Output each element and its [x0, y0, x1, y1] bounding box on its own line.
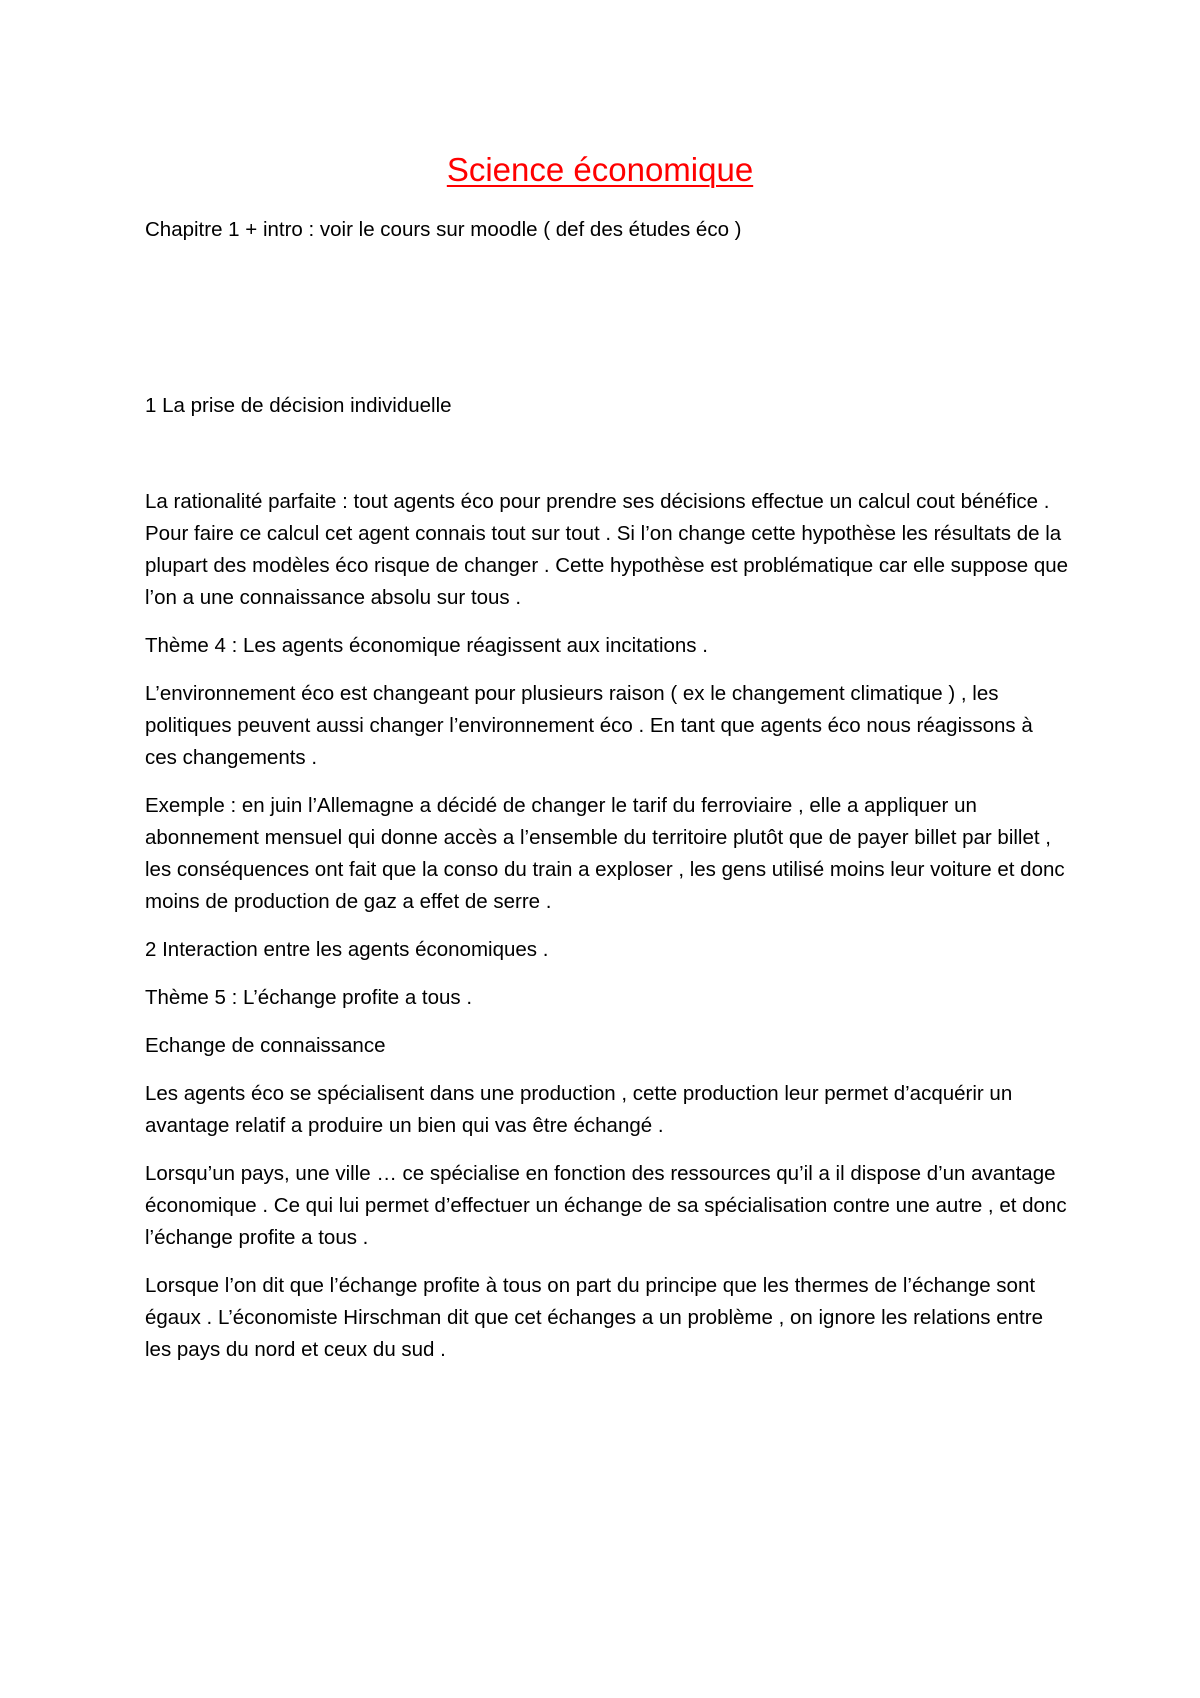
- document-body: [145, 214, 1070, 1382]
- theme-4-heading: Thème 4 : Les agents économique réagissent aux incitations .: [145, 634, 708, 657]
- paragraph-environnement: L’environnement éco est changeant pour plusieurs raison ( ex le changement climatique ) , les politiques peuvent aussi changer l’environnement éco . En tant que agents éco nous réagissons à ces changements .: [145, 682, 1033, 769]
- section-heading-2: 2 Interaction entre les agents économiques .: [145, 938, 549, 961]
- paragraph-specialisation: Les agents éco se spécialisent dans une production , cette production leur permet d’acquérir un avantage relatif a produire un bien qui vas être échangé .: [145, 1082, 1013, 1137]
- section-heading-1: 1 La prise de décision individuelle: [145, 394, 452, 417]
- paragraph-exemple: Exemple : en juin l’Allemagne a décidé de changer le tarif du ferroviaire , elle a appliquer un abonnement mensuel qui donne accès a l’ensemble du territoire plutôt que de payer billet par billet , les conséquences ont fait que la conso du train a exploser , les gens utilisé moins leur voiture et donc moins de production de gaz a effet de serre .: [145, 794, 1065, 913]
- paragraph-echange-connaissance: Echange de connaissance: [145, 1034, 386, 1057]
- intro-paragraph: Chapitre 1 + intro : voir le cours sur moodle ( def des études éco ): [145, 218, 742, 241]
- paragraph-pays-ville: Lorsqu’un pays, une ville … ce spécialise en fonction des ressources qu’il a il dispose d’un avantage économique . Ce qui lui permet d’effectuer un échange de sa spécialisation contre une autre , et donc l’échange profite a tous .: [145, 1162, 1067, 1249]
- paragraph-hirschman: Lorsque l’on dit que l’échange profite à tous on part du principe que les thermes de l’échange sont égaux . L’économiste Hirschman dit que cet échanges a un problème , on ignore les relations entre les pays du nord et ceux du sud .: [145, 1274, 1043, 1361]
- paragraph-rationalite: La rationalité parfaite : tout agents éco pour prendre ses décisions effectue un calcul cout bénéfice . Pour faire ce calcul cet agent connais tout sur tout . Si l’on change cette hypothèse les résultats de la plupart des modèles éco risque de changer . Cette hypothèse est problématique car elle suppose que l’on a une connaissance absolu sur tous .: [145, 490, 1069, 609]
- theme-5-heading: Thème 5 : L’échange profite a tous .: [145, 986, 473, 1009]
- document-title: Science économique: [446, 151, 754, 188]
